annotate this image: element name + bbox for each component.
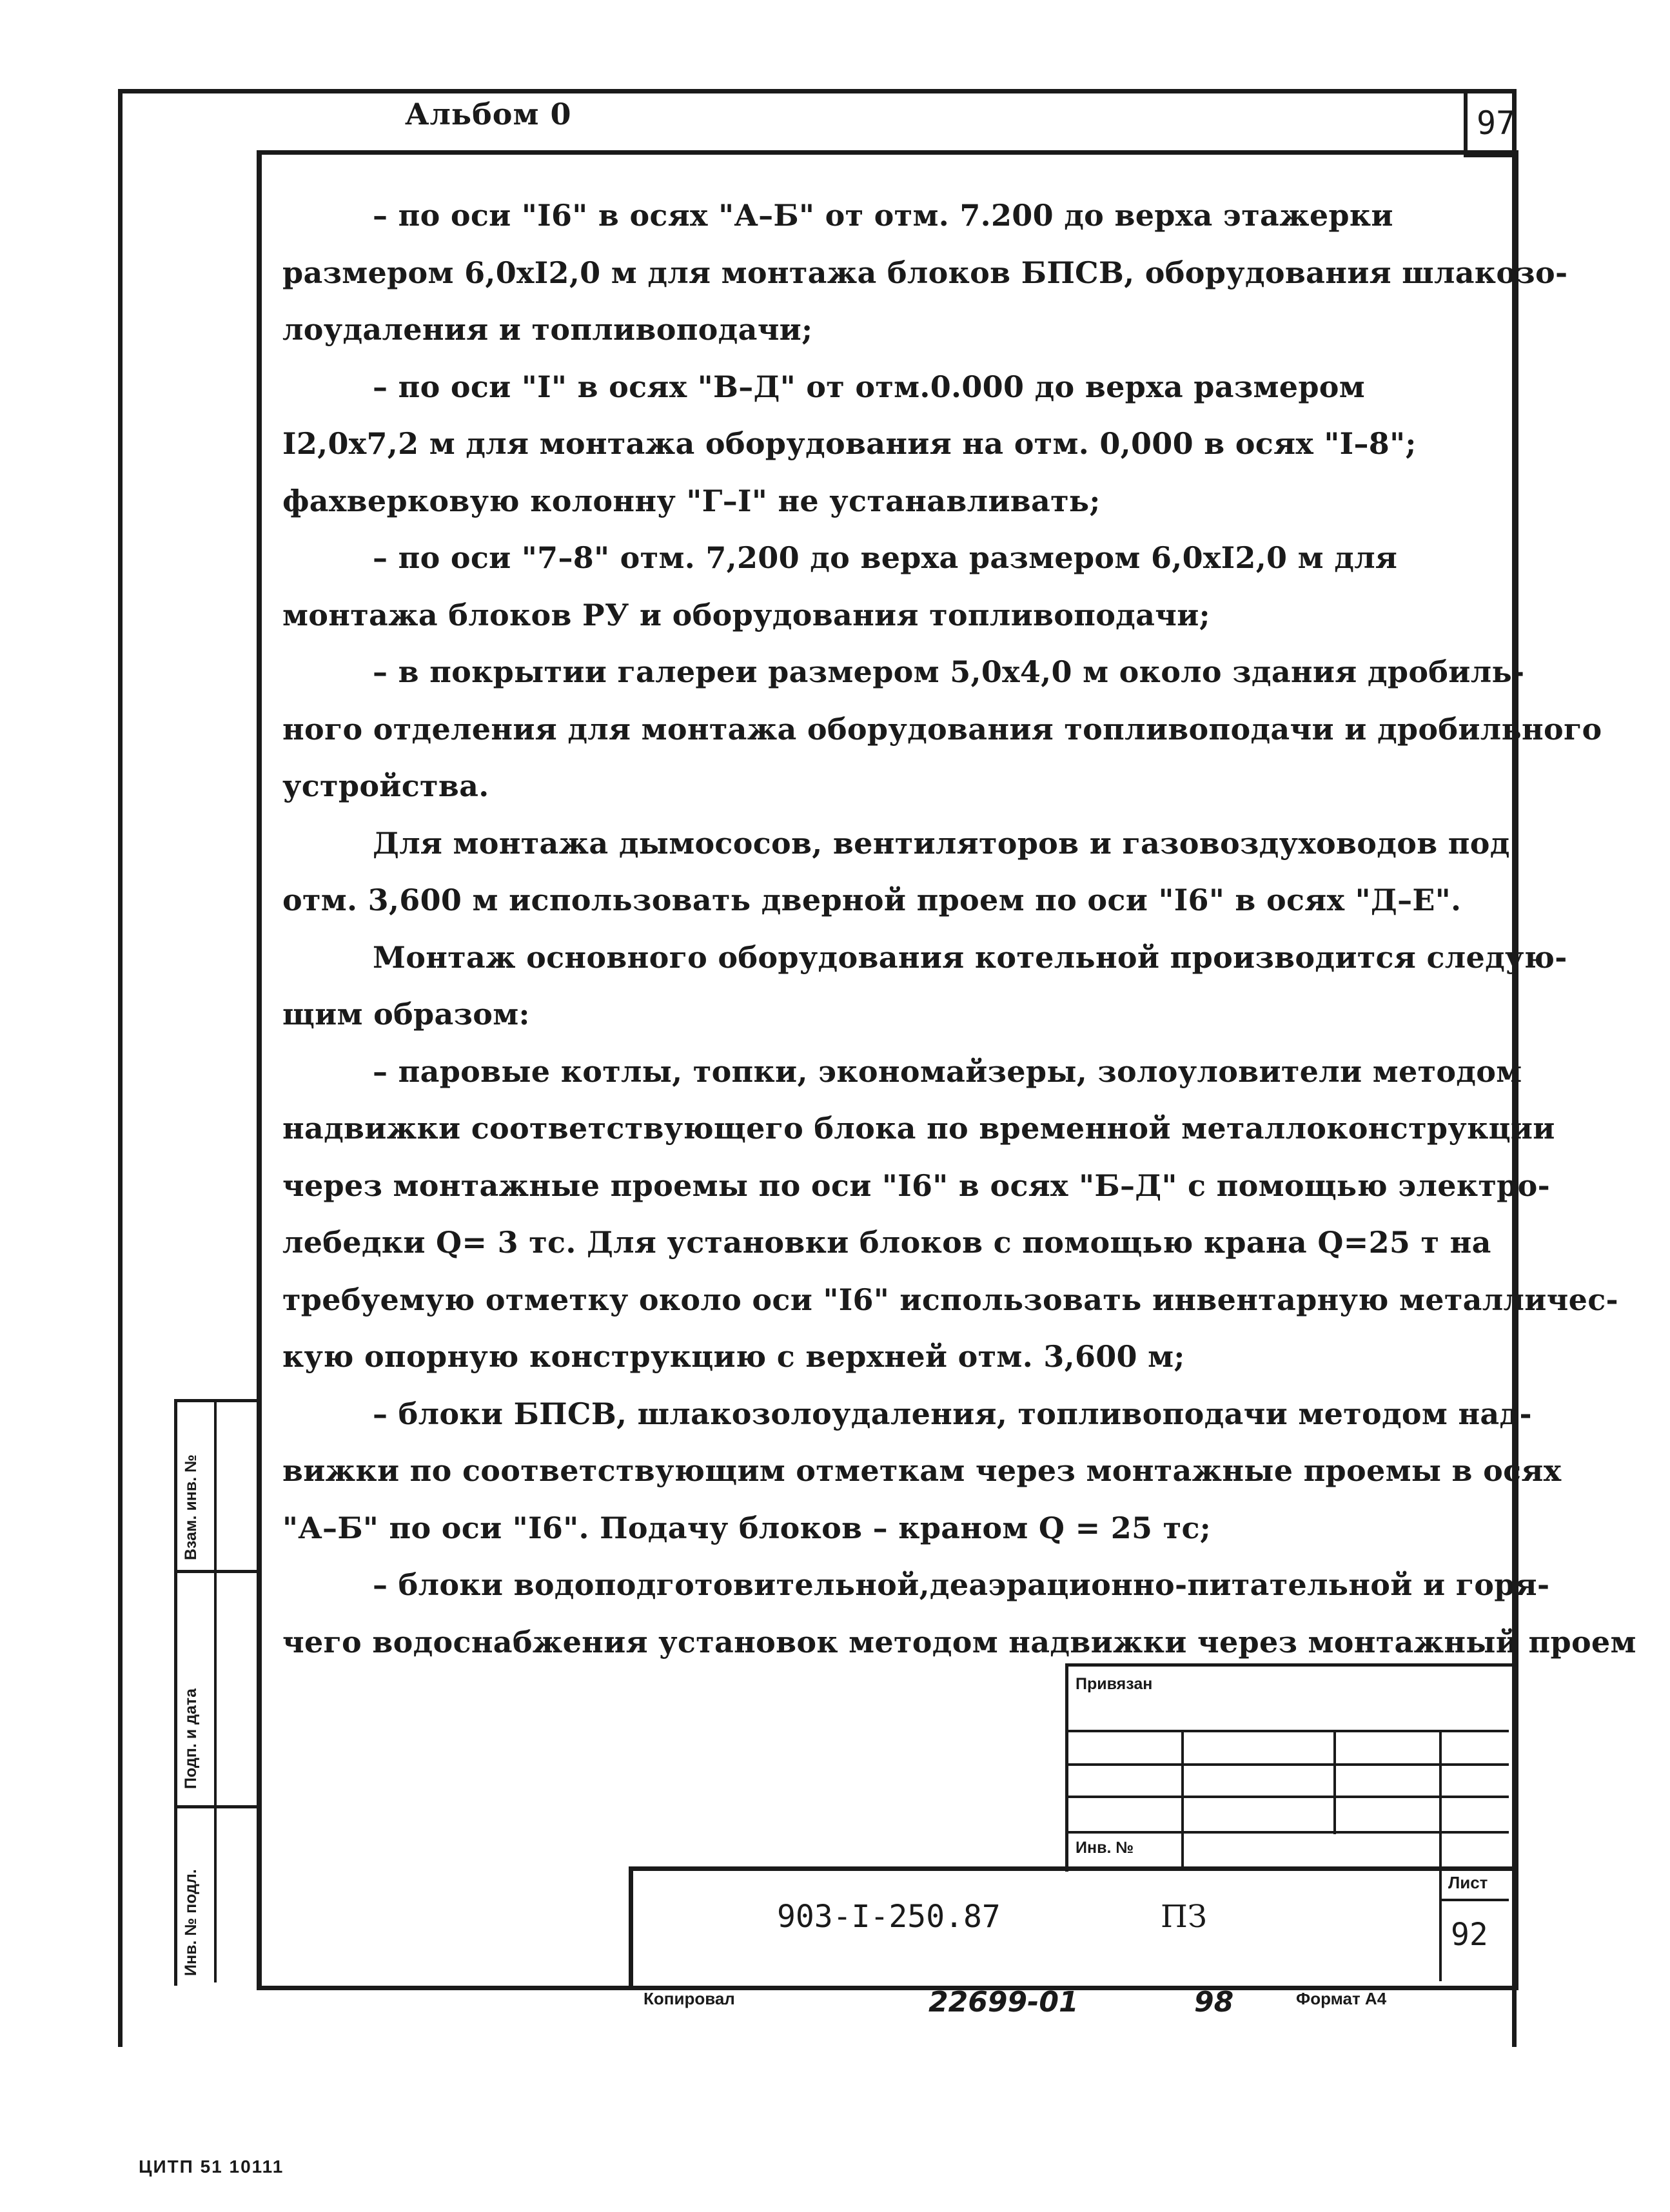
body-line: щим образом: (282, 997, 530, 1032)
title-block-line (1333, 1730, 1336, 1834)
side-label-original-inv: Инв. № подл. (182, 1869, 200, 1976)
title-block-main (629, 1866, 1513, 1986)
body-text (282, 187, 1636, 1670)
title-block-line (1439, 1899, 1509, 1901)
body-line: – в покрытии галереи размером 5,0х4,0 м около здания дробиль- (373, 654, 1525, 689)
printer-mark: ЦИТП 51 10111 (139, 2157, 284, 2177)
footer-number: 98 (1194, 1986, 1234, 2019)
body-line: – по оси "7–8" отм. 7,200 до верха размером 6,0хI2,0 м для (373, 540, 1398, 575)
title-block-line (1439, 1730, 1442, 1868)
body-line: – блоки БПСВ, шлакозолоудаления, топливоподачи методом над- (373, 1396, 1532, 1431)
linked-label: Привязан (1076, 1675, 1153, 1693)
sheet-number: 97 (1477, 104, 1516, 142)
side-stamp-column-line (214, 1399, 217, 1982)
title-block-line (1065, 1730, 1509, 1732)
body-line: – блоки водоподготовительной,деаэрационно-питательной и горя- (373, 1567, 1550, 1602)
title-block-line (1065, 1796, 1509, 1798)
body-line: вижки по соответствующим отметкам через монтажные проемы в осях (282, 1453, 1562, 1488)
body-line: – по оси "I6" в осях "А–Б" от отм. 7.200 до верха этажерки (373, 198, 1393, 233)
body-line: фахверковую колонну "Г–I" не устанавливать; (282, 483, 1101, 518)
body-line: монтажа блоков РУ и оборудования топливоподачи; (282, 597, 1210, 632)
body-line: ного отделения для монтажа оборудования топливоподачи и дробильного (282, 711, 1602, 747)
inv-no-label: Инв. № (1076, 1839, 1134, 1857)
order-number: 22699-01 (928, 1986, 1079, 2019)
body-line: надвижки соответствующего блока по временной металлоконструкции (282, 1111, 1555, 1146)
body-line: лоудаления и топливоподачи; (282, 312, 813, 347)
body-line: Монтаж основного оборудования котельной производится следую- (373, 939, 1567, 975)
body-line: отм. 3,600 м использовать дверной проем по оси "I6" в осях "Д–Е". (282, 883, 1462, 917)
album-title: Альбом 0 (405, 97, 572, 132)
copied-label: Копировал (643, 1989, 735, 2008)
body-line: – паровые котлы, топки, экономайзеры, золоуловители методом (373, 1053, 1522, 1089)
title-block-line (1065, 1831, 1509, 1834)
document-code: 903-I-250.87 (777, 1899, 1001, 1935)
side-label-replaced-inv: Взам. инв. № (182, 1454, 200, 1560)
body-line: устройства. (282, 768, 489, 803)
body-line: кую опорную конструкцию с верхней отм. 3,600 м; (282, 1339, 1185, 1374)
title-block-line (1181, 1730, 1184, 1868)
sheet-label: Лист (1448, 1873, 1488, 1892)
document-section: ПЗ (1161, 1899, 1207, 1935)
body-line: – по оси "I" в осях "В–Д" от отм.0.000 до верха размером (373, 369, 1366, 404)
body-line: размером 6,0хI2,0 м для монтажа блоков БПСВ, оборудования шлакозо- (282, 255, 1568, 290)
title-block-line (1439, 1866, 1442, 1981)
body-line: Для монтажа дымососов, вентиляторов и газовоздуховодов под (373, 825, 1510, 861)
title-block-line (1065, 1763, 1509, 1766)
body-line: "А–Б" по оси "I6". Подачу блоков – краном Q = 25 тс; (282, 1510, 1212, 1545)
format-label: Формат А4 (1296, 1989, 1387, 2008)
side-label-signature-date: Подп. и дата (182, 1688, 200, 1789)
body-line: лебедки Q= 3 тс. Для установки блоков с помощью крана Q=25 т на (282, 1225, 1491, 1260)
body-line: I2,0х7,2 м для монтажа оборудования на отм. 0,000 в осях "I–8"; (282, 426, 1417, 461)
body-line: через монтажные проемы по оси "I6" в осях "Б–Д" с помощью электро- (282, 1168, 1550, 1203)
body-line: требуемую отметку около оси "I6" использовать инвентарную металличес- (282, 1282, 1618, 1317)
body-line: чего водоснабжения установок методом надвижки через монтажный проем (282, 1624, 1636, 1659)
page-number: 92 (1451, 1917, 1488, 1953)
